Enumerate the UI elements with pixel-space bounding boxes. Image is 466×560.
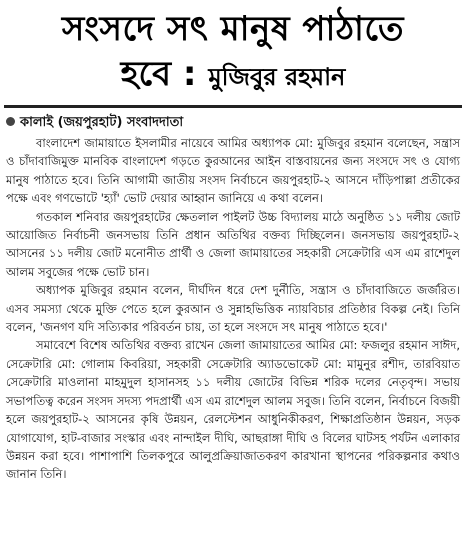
headline-speaker: মুজিবুর রহমান — [208, 63, 346, 91]
article-body — [6, 134, 460, 484]
headline-separator: : — [171, 54, 209, 94]
article-paragraph-2: গতকাল শনিবার জয়পুরহাটের ক্ষেতলাল পাইলট উচ্চ বিদ্যালয় মাঠে অনুষ্ঠিত ১১ দলীয় জোট আয়োজিত নির্বাচনী জনসভায় তিনি প্রধান অতিথির বক্তব্য দিচ্ছিলেন। জনসভায় জয়পুরহাট-২ আসনের ১১ দলীয় জোট মনোনীত প্রার্থী ও জেলা জামায়াতের সহকারী সেক্রেটারি এস এম রাশেদুল আলম সবুজের পক্ষে ভোট চান। — [6, 209, 460, 279]
headline-divider — [4, 105, 462, 108]
article-paragraph-4: সমাবেশে বিশেষ অতিথির বক্তব্য রাখেন জেলা জামায়াতের আমির মো: ফজলুর রহমান সাঈদ, সেক্রেটারি মো: গোলাম কিবরিয়া, সহকারী সেক্রেটারি অ্যাডভোকেট মো: মামুনুর রশীদ, তারবিয়াত সেক্রেটারি মাওলানা মাহমুদুল হাসানসহ ১১ দলীয় জোটের বিভিন্ন শরিক দলের নেতৃবৃন্দ। সভায় সভাপতিত্ব করেন সংসদ সদস্য পদপ্রার্থী এস এম রাশেদুল আলম সবুজ। তিনি বলেন, নির্বাচনে বিজয়ী হলে জয়পুরহাট-২ আসনের কৃষি উন্নয়ন, রেলস্টেশন আধুনিকীকরণ, শিক্ষাপ্রতিষ্ঠান উন্নয়ন, সড়ক যোগাযোগ, হাট-বাজার সংস্কার এবং নান্দাইল দীঘি, আছরাঙ্গা দীঘি ও বিলের ঘাটসহ পর্যটন এলাকার উন্নয়ন করা হবে। পাশাপাশি তিলকপুরে আলুপ্রক্রিয়াজাতকরণ কারখানা স্থাপনের পরিকল্পনার কথাও জানান তিনি। — [6, 338, 460, 482]
headline-line-1: সংসদে সৎ মানুষ পাঠাতে — [61, 9, 405, 49]
dateline-place: কালাই (জয়পুরহাট) — [20, 115, 123, 130]
dateline-source: সংবাদদাতা — [126, 115, 184, 130]
article-paragraph-3: অধ্যাপক মুজিবুর রহমান বলেন, দীর্ঘদিন ধরে দেশ দুর্নীতি, সন্ত্রাস ও চাঁদাবাজিতে জর্জরিত। এসব সমস্যা থেকে মুক্তি পেতে হলে কুরআন ও সুন্নাহভিত্তিক ন্যায়বিচার প্রতিষ্ঠার বিকল্প নেই। তিনি বলেন, 'জনগণ যদি সত্যিকার পরিবর্তন চায়, তা হলে সংসদে সৎ মানুষ পাঠাতে হবে।' — [6, 283, 460, 335]
dateline — [6, 114, 460, 132]
headline — [0, 0, 466, 99]
bullet-icon — [6, 117, 15, 126]
headline-line-2-main: হবে — [120, 54, 172, 94]
article-paragraph-1: বাংলাদেশ জামায়াতে ইসলামীর নায়েবে আমির অধ্যাপক মো: মুজিবুর রহমান বলেছেন, সন্ত্রাস ও চাঁদাবাজিমুক্ত মানবিক বাংলাদেশ গড়তে কুরআনের আইন বাস্তবায়নের জন্য সংসদে সৎ ও যোগ্য মানুষ পাঠাতে হবে। তিনি আগামী জাতীয় সংসদ নির্বাচনে জয়পুরহাট-২ আসনে দাঁড়িপাল্লা প্রতীকের পক্ষে এবং গণভোটে 'হ্যাঁ' ভোট দেয়ার আহ্বান জানিয়ে এ কথা বলেন। — [6, 136, 460, 206]
headline-line-2 — [6, 52, 460, 99]
